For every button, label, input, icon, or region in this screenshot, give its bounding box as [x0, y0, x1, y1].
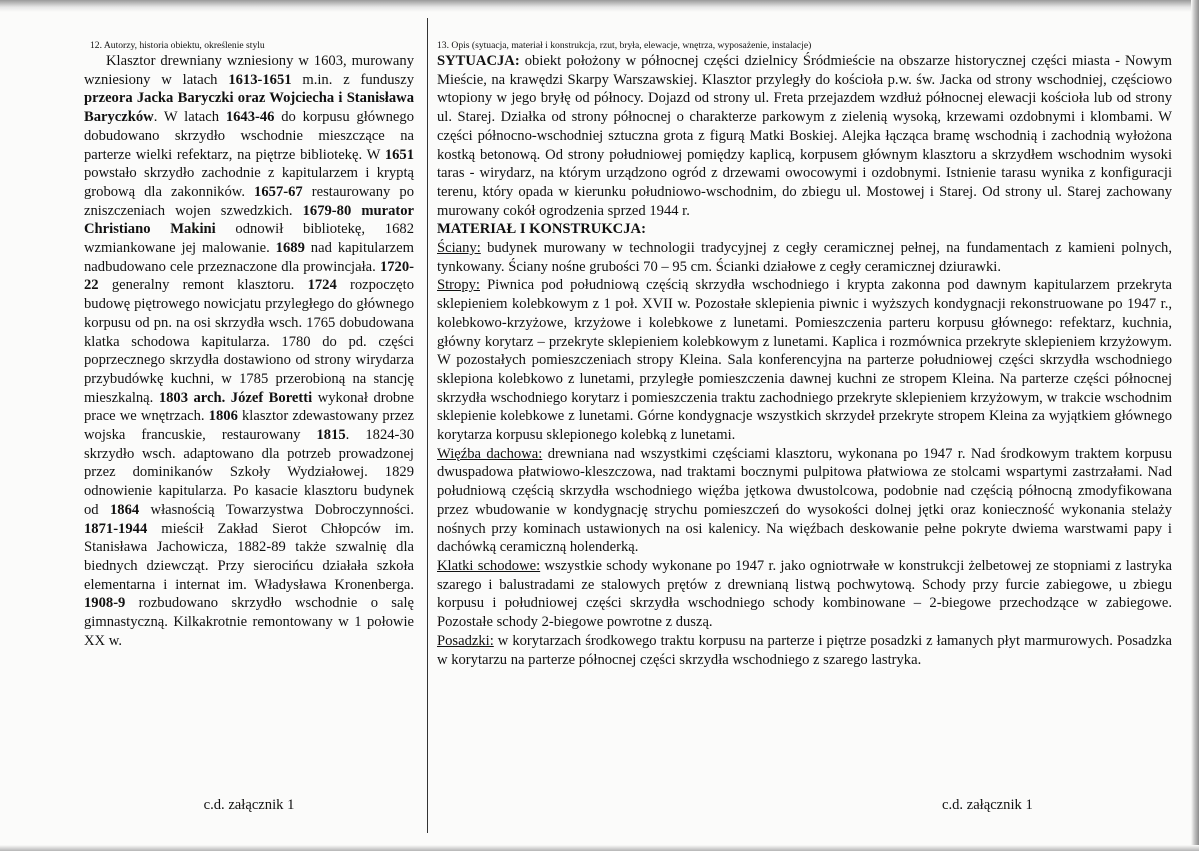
- text-run: w korytarzach środkowego traktu korpusu na parterze i piętrze posadzki z łamanych płyt marmurowych. Posadzka w korytarzu na parterze północnej części skrzydła wschodniego z szarego lastryka.: [437, 632, 1172, 668]
- scan-edge-bottom: [0, 845, 1199, 851]
- bold-text: SYTUACJA:: [437, 53, 520, 69]
- description-paragraph: [437, 632, 1172, 669]
- text-run: własnością Towarzystwa Dobroczynności.: [139, 501, 414, 518]
- text-run: klasztor zdewastowany przez wojska francuskie, restaurowany: [84, 408, 415, 444]
- section-label: Klatki schodowe:: [437, 557, 541, 574]
- text-run: drewniana nad wszystkimi częściami klasztoru, wykonana po 1947 r. Nad środkowym traktem korpusu dwuspadowa płatwiowo-kleszczowa, nad traktami bocznymi pulpitowa płatwiowa ze stolcami wspartymi zastrzałami. Nad południową częścią skrzydła wschodniego więźba jętkowa dwustolcowa, podobnie nad częścią północną zmodyfikowana przez wbudowanie w kondygnację strychu pomieszczeń do wysokości dolnej jętki oraz konieczność wykonania stelaży nośnych przy kominach ustawionych na osi kalenicy. Na więźbach deskowanie pełne pokryte dwiema warstwami papy i dachówką ceramiczną holenderką.: [437, 445, 1172, 556]
- bold-text: 1657-67: [254, 183, 303, 200]
- bold-text: 1613-1651: [228, 71, 292, 88]
- description-paragraph: [437, 52, 1172, 220]
- bold-text: 1908-9: [84, 595, 126, 612]
- section-label: Więźba dachowa:: [437, 445, 543, 462]
- text-run: obiekt położony w północnej części dzielnicy Śródmieście na obszarze historycznej części miasta - Nowym Mieście, na krawędzi Skarpy Warszawskiej. Klasztor przyległy do kościoła p.w. św. Jacka od strony wschodniej, częściowo wtopiony w jego bryłę od północy. Dojazd od strony ul. Freta przejazdem wzdłuż północnej elewacji kościoła lub od strony ul. Starej. Działka od strony północnej o charakterze parkowym z zielenią wysoką, krzewami ozdobnymi i klombami. W części północno-wschodniej sztuczna grota z figurą Matki Boskiej. Alejka łącząca bramę wschodnią i zachodnią wyłożona kostką betonową. Od strony południowej pomiędzy kaplicą, korpusem głównym klasztoru a skrzydłem wschodnim wysoki taras - wirydarz, na którym urządzono ogród z drzewami owocowymi i ozdobnymi. Istnienie tarasu wynika z konfiguracji terenu, który opada w kierunku południowo-wschodnim, do zbiegu ul. Mostowej i Starej. Od strony ul. Starej zachowany murowany cokół ogrodzenia sprzed 1944 r.: [437, 53, 1172, 219]
- bold-text: MATERIAŁ I KONSTRUKCJA:: [437, 221, 646, 238]
- bold-text: 1803 arch. Józef Boretti: [158, 389, 313, 406]
- bold-text: 1871-1944: [84, 520, 148, 537]
- scan-edge-top: [0, 0, 1199, 12]
- column-divider: [427, 18, 428, 833]
- bold-text: przeora Jacka Baryczki oraz Wojciecha i Stanisława Baryczków: [84, 90, 414, 126]
- section-label: Ściany:: [437, 240, 481, 257]
- scan-edge-right: [1191, 0, 1199, 851]
- description-paragraph: [437, 276, 1172, 444]
- bold-text: 1806: [208, 408, 238, 425]
- text-run: generalny remont klasztoru.: [98, 277, 308, 294]
- bold-text: 1679-80 murator Christiano Makini: [84, 202, 414, 238]
- text-run: Klasztor drewniany wzniesiony w 1603, murowany wzniesiony w latach: [84, 53, 414, 88]
- history-column: [84, 40, 415, 813]
- text-run: wykonał drobne prace we wnętrzach.: [84, 389, 414, 425]
- text-run: m.in. z funduszy: [291, 71, 414, 88]
- text-run: . 1824-30 skrzydło wsch. adaptowano dla potrzeb prowadzonej przez dominikanów Szkoły Wydziałowej. 1829 odnowienie kapitularza. Po kasacie klasztoru budynek od: [84, 427, 414, 518]
- text-run: rozpoczęto budowę piętrowego nowicjatu przyległego do głównego korpusu od pn. na osi skrzydła wsch. 1765 dobudowana klatka schodowa kapitularza. 1780 do pd. części poprzecznego skrzydła dostawiono od strony wirydarza przybudówkę kuchni, w 1785 przerobioną na stancję mieszkalną.: [84, 277, 414, 406]
- text-run: . W latach: [153, 109, 226, 126]
- bold-text: 1651: [384, 146, 414, 163]
- text-run: restaurowany po zniszczeniach wojen szwedzkich.: [84, 183, 414, 219]
- bold-text: 1689: [275, 240, 305, 257]
- bold-text: 1720-22: [84, 258, 414, 294]
- text-run: odnowił bibliotekę, 1682 wzmiankowane jej malowanie.: [84, 221, 414, 257]
- description-paragraph: [437, 557, 1172, 632]
- bold-text: 1864: [109, 501, 140, 518]
- description-paragraph: [437, 445, 1172, 557]
- text-run: Piwnica pod południową częścią skrzydła wschodniego i krypta zakonna pod dawnym kapitularzem przekryta sklepieniem kolebkowym z 1 poł. XVII w. Pozostałe sklepienia piwnic i wyższych kondygnacji rekonstruowane po 1947 r., kolebkowo-krzyżowe, krzyżowe i kolebkowe z lunetami. Pomieszczenia parteru korpusu głównego: refektarz, kuchnia, główny korytarz – przekryte sklepieniem kolebkowym z lunetami. Kaplica i rozmównica przekryte sklepieniem krzyżowym. W pozostałych pomieszczeniach stropy Kleina. Sala konferencyjna na parterze południowej części skrzydła wschodniego sklepiona kolebkowo z lunetami, przyległe pomieszczenia dawnej kuchni ze stropem Kleina. Na parterze części północnej skrzydła wschodniego korytarz i pomieszczenia traktu zachodniego przekryte sklepieniem krzyżowym, w trakcie wschodnim sklepienie kolebkowe z lunetami. Górne kondygnacje wszystkich skrzydeł przekryte stropem Kleina za wyjątkiem głównego korytarza korpusu sklepionego kolebką z lunetami.: [437, 277, 1172, 444]
- history-heading: 12. Autorzy, historia obiektu, określenie stylu: [90, 40, 265, 51]
- bold-text: 1643-46: [225, 109, 275, 126]
- description-footer: c.d. załącznik 1: [942, 797, 1033, 813]
- text-run: rozbudowano skrzydło wschodnie o salę gimnastyczną. Kilkakrotnie remontowany w 1 połowie XX w.: [84, 595, 414, 649]
- text-run: nad kapitularzem nadbudowano cele przeznaczone dla prowincjała.: [84, 240, 414, 275]
- history-text: [84, 52, 414, 651]
- description-heading: 13. Opis (sytuacja, materiał i konstrukcja, rzut, bryła, elewacje, wnętrza, wyposażenie, instalacje): [437, 40, 812, 51]
- history-footer: c.d. załącznik 1: [203, 797, 295, 813]
- bold-text: 1724: [307, 277, 337, 294]
- description-paragraph: [437, 220, 1172, 239]
- bold-text: 1815: [316, 427, 346, 444]
- text-run: budynek murowany w technologii tradycyjnej z cegły ceramicznej pełnej, na fundamentach z kamieni polnych, tynkowany. Ściany nośne grubości 70 – 95 cm. Ścianki działowe z cegły ceramicznej dziurawki.: [437, 240, 1172, 275]
- description-column: [437, 40, 1172, 669]
- text-run: wszystkie schody wykonane po 1947 r. jako ogniotrwałe w konstrukcji żelbetowej ze stopniami z lastryka szarego i balustradami ze stalowych prętów z drewnianą listwą pochwytową. Schody przy furcie zabiegowe, u zbiegu korpusu i południowej części skrzydła wschodniego schody kombinowane – 2-biegowe przechodzące w zabiegowe. Pozostałe schody 2-biegowe powrotne z duszą.: [437, 557, 1172, 631]
- text-run: powstało skrzydło zachodnie z kapitularzem i kryptą grobową dla zakonników.: [84, 165, 414, 200]
- description-paragraph: [437, 239, 1172, 276]
- description-text: [437, 52, 1172, 669]
- section-label: Posadzki:: [437, 632, 494, 649]
- text-run: do korpusu głównego dobudowano skrzydło wschodnie mieszczące na parterze wielki refektarz, na piętrze bibliotekę. W: [84, 109, 414, 163]
- section-label: Stropy:: [437, 277, 480, 294]
- text-run: mieścił Zakład Sierot Chłopców im. Stanisława Jachowicza, 1882-89 także szwalnię dla biednych dziewcząt. Przy sierocińcu działała szkoła elementarna i internat im. Władysława Kronenberga.: [84, 520, 414, 593]
